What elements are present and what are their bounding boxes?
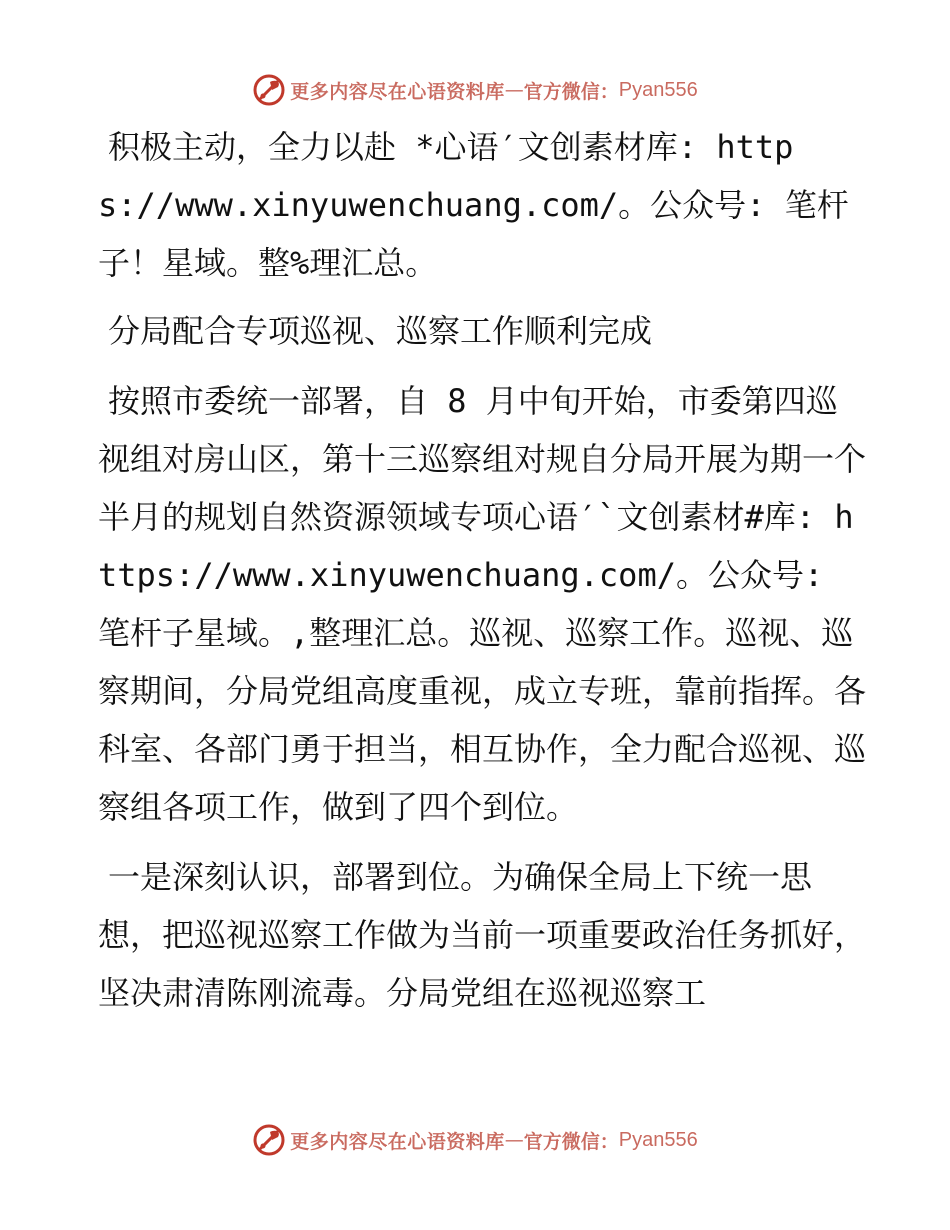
banner-wechat-label: 官方微信： <box>523 80 619 103</box>
banner-text: 更多内容尽在心语资料库 <box>290 80 505 103</box>
paragraph-body-1: 按照市委统一部署，自 8 月中旬开始，市委第四巡视组对房山区，第十三巡察组对规自分局开展为期一个半月的规划自然资源领域专项心语′`文创素材#库: https://www.xinyuwenchuang.com/。公众号: 笔杆子星域。,整理汇总。巡视、巡察工作。巡视、巡察期间，分局党组高度重视，成立专班，靠前指挥。各科室、各部门勇于担当，相互协作，全力配合巡视、巡察组各项工作，做到了四个到位。 <box>98 382 867 826</box>
footer-banner <box>0 1120 950 1160</box>
paragraph-intro: 积极主动，全力以赴 *心语′文创素材库: https://www.xinyuwenchuang.com/。公众号: 笔杆子！星域。整%理汇总。 <box>98 128 849 282</box>
banner-wechat-label: 官方微信： <box>523 1130 619 1153</box>
paragraph-heading: 分局配合专项巡视、巡察工作顺利完成 <box>108 312 653 350</box>
banner-wechat-id: Pyan556 <box>618 78 698 101</box>
banner-wechat-id: Pyan556 <box>618 1128 698 1151</box>
banner-dash: — <box>504 1129 524 1151</box>
banner-text: 更多内容尽在心语资料库 <box>290 1130 505 1153</box>
header-banner <box>0 70 950 110</box>
paragraph-body-2: 一是深刻认识，部署到位。为确保全局上下统一思想，把巡视巡察工作做为当前一项重要政治任务抓好，坚决肃清陈刚流毒。分局党组在巡视巡察工 <box>98 858 867 1012</box>
quill-logo-icon <box>252 1123 286 1157</box>
document-body <box>98 118 868 1022</box>
banner-dash: — <box>504 79 524 101</box>
quill-logo-icon <box>252 73 286 107</box>
